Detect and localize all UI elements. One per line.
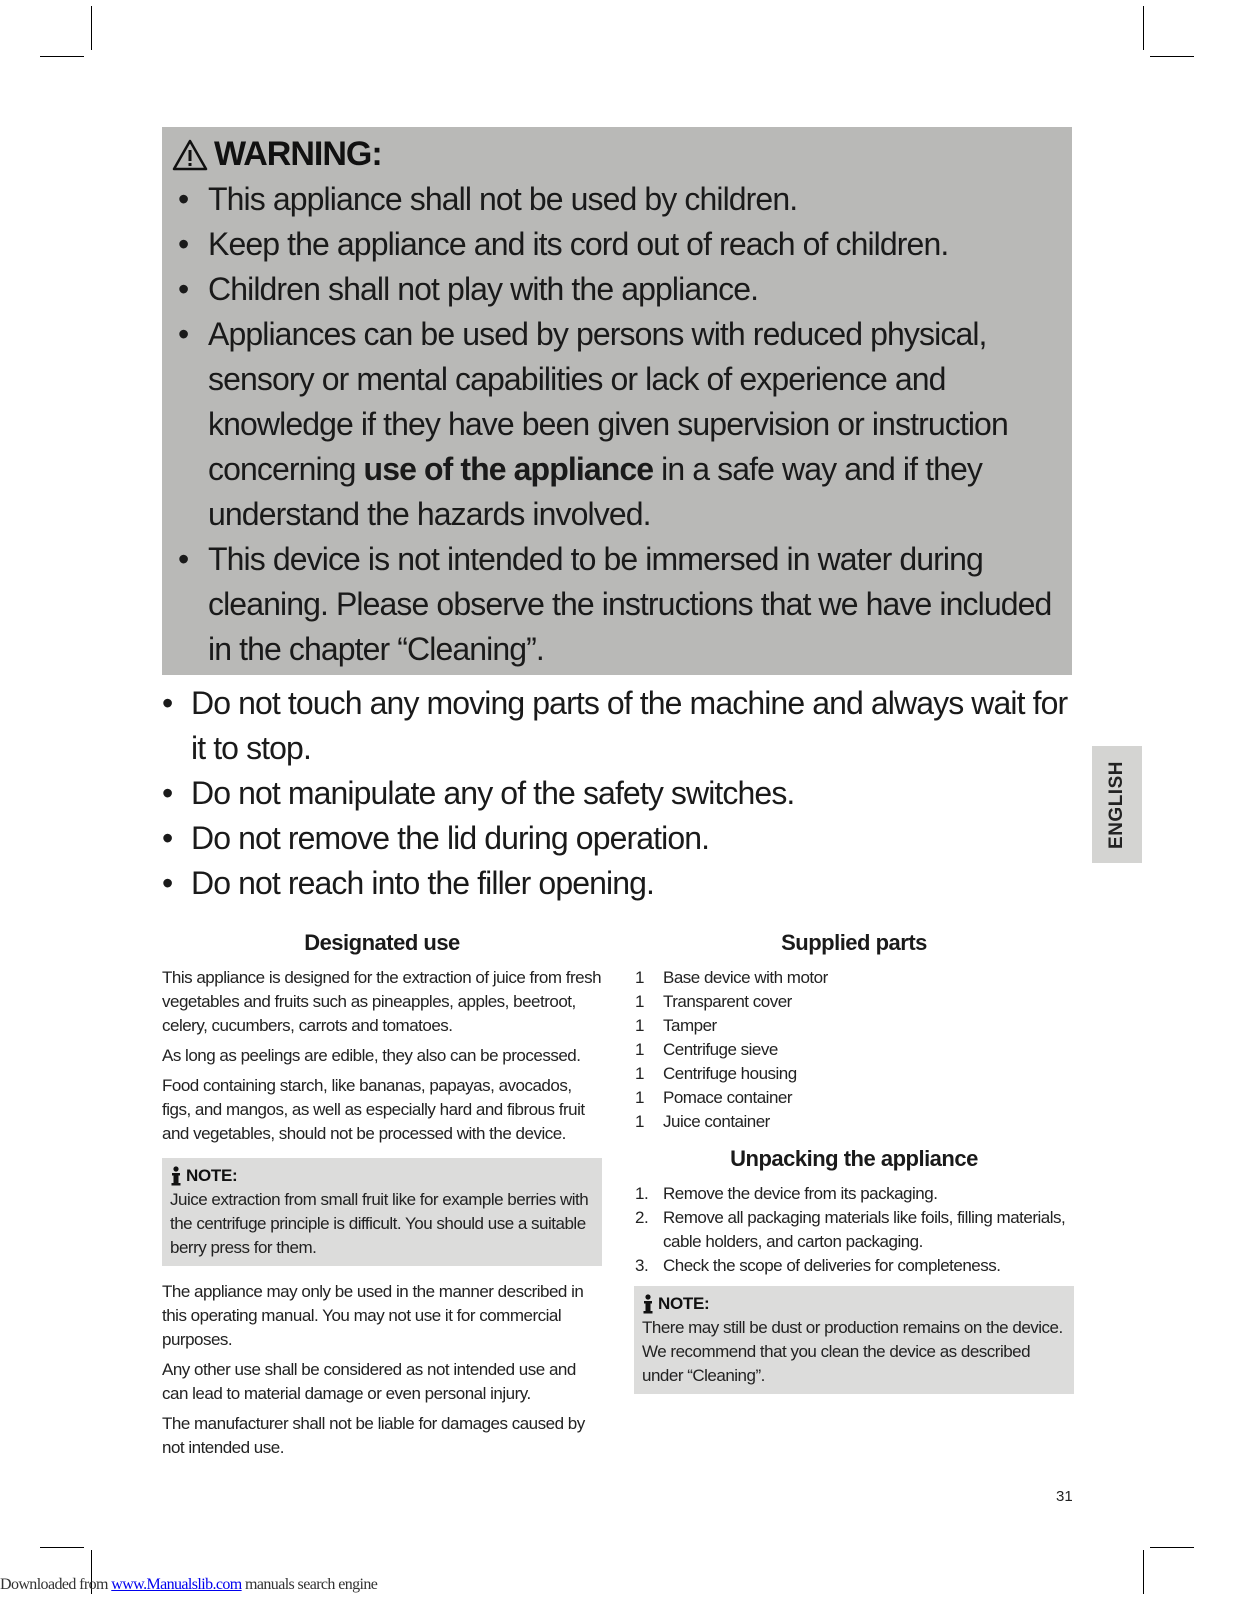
warning-list (172, 177, 1062, 672)
info-icon (170, 1166, 182, 1186)
warning-triangle-icon (172, 139, 208, 171)
safety-list (162, 681, 1072, 906)
list-item: • Children shall not play with the appliance. (178, 271, 759, 307)
paragraph: Any other use shall be considered as not intended use and can lead to material damage or even personal injury. (162, 1360, 576, 1403)
paragraph: The appliance may only be used in the manner described in this operating manual. You may not use it for commercial purposes. (162, 1282, 584, 1349)
language-tab (1092, 746, 1142, 863)
list-item: 1 Pomace container (635, 1088, 793, 1107)
paragraph: The manufacturer shall not be liable for damages caused by not intended use. (162, 1414, 585, 1457)
list-item: • Do not remove the lid during operation. (162, 820, 710, 856)
supplied-parts-section (634, 930, 1074, 1408)
note-text: There may still be dust or production remains on the device. We recommend that you clean the device as described under “Cleaning”. (642, 1318, 1063, 1385)
info-icon (642, 1294, 654, 1314)
list-item: • Appliances can be used by persons with reduced physical, sensory or mental capabilities or lack of experience and knowledge if they have been given supervision or instruction concerning use of the appliance in a safe way and if they understand the hazards involved. (178, 316, 1008, 532)
warning-box (162, 127, 1072, 675)
list-item: • Do not touch any moving parts of the machine and always wait for it to stop. (162, 685, 1068, 766)
language-tab-label: ENGLISH (1106, 760, 1127, 849)
crop-mark (1143, 6, 1144, 50)
note-title: NOTE: (186, 1166, 238, 1185)
list-item: 3. Check the scope of deliveries for completeness. (635, 1256, 1001, 1275)
list-item: • This appliance shall not be used by children. (178, 181, 798, 217)
section-heading: Designated use (304, 930, 460, 955)
list-item: 1. Remove the device from its packaging. (635, 1184, 938, 1203)
list-item: 1 Centrifuge sieve (635, 1040, 778, 1059)
list-item: 1 Juice container (635, 1112, 770, 1131)
warning-title (172, 135, 382, 174)
paragraph: As long as peelings are edible, they also can be processed. (162, 1046, 581, 1065)
crop-mark (40, 1547, 84, 1548)
crop-mark (1150, 56, 1194, 57)
list-item: • Do not manipulate any of the safety switches. (162, 775, 795, 811)
list-item: 1 Tamper (635, 1016, 717, 1035)
emphasis-text: use of the appliance (363, 451, 654, 487)
list-item: • This device is not intended to be immersed in water during cleaning. Please observe the instructions that we have included in the chapter “Cleaning”. (178, 541, 1052, 667)
paragraph: This appliance is designed for the extraction of juice from fresh vegetables and fruits such as pineapples, apples, beetroot, celery, cucumbers, carrots and tomatoes. (162, 968, 602, 1035)
unpacking-steps (634, 1182, 1074, 1278)
manualslib-link[interactable]: www.Manualslib.com (111, 1576, 242, 1593)
crop-mark (91, 6, 92, 50)
list-item: 1 Transparent cover (635, 992, 792, 1011)
parts-list (634, 966, 1074, 1134)
list-item: 1 Base device with motor (635, 968, 828, 987)
note-box (162, 1158, 602, 1266)
note-title: NOTE: (658, 1294, 710, 1313)
designated-use-section (162, 930, 602, 1466)
paragraph: Food containing starch, like bananas, papayas, avocados, figs, and mangos, as well as especially hard and fibrous fruit and vegetables, should not be processed with the device. (162, 1076, 585, 1143)
list-item: • Keep the appliance and its cord out of reach of children. (178, 226, 949, 262)
download-footer: Downloaded from www.Manualslib.com manuals search engine (0, 1576, 378, 1593)
list-item: • Do not reach into the filler opening. (162, 865, 655, 901)
crop-mark (1143, 1550, 1144, 1594)
section-heading: Supplied parts (781, 930, 927, 955)
crop-mark (1150, 1547, 1194, 1548)
list-item: 1 Centrifuge housing (635, 1064, 797, 1083)
warning-title-text: WARNING: (214, 135, 382, 173)
section-heading: Unpacking the appliance (730, 1146, 978, 1171)
crop-mark (40, 56, 84, 57)
note-box (634, 1286, 1074, 1394)
note-text: Juice extraction from small fruit like for example berries with the centrifuge principle is difficult. You should use a suitable berry press for them. (170, 1190, 589, 1257)
list-item: 2. Remove all packaging materials like foils, filling materials, cable holders, and carton packaging. (635, 1208, 1066, 1251)
page-number: 31 (1056, 1488, 1073, 1505)
